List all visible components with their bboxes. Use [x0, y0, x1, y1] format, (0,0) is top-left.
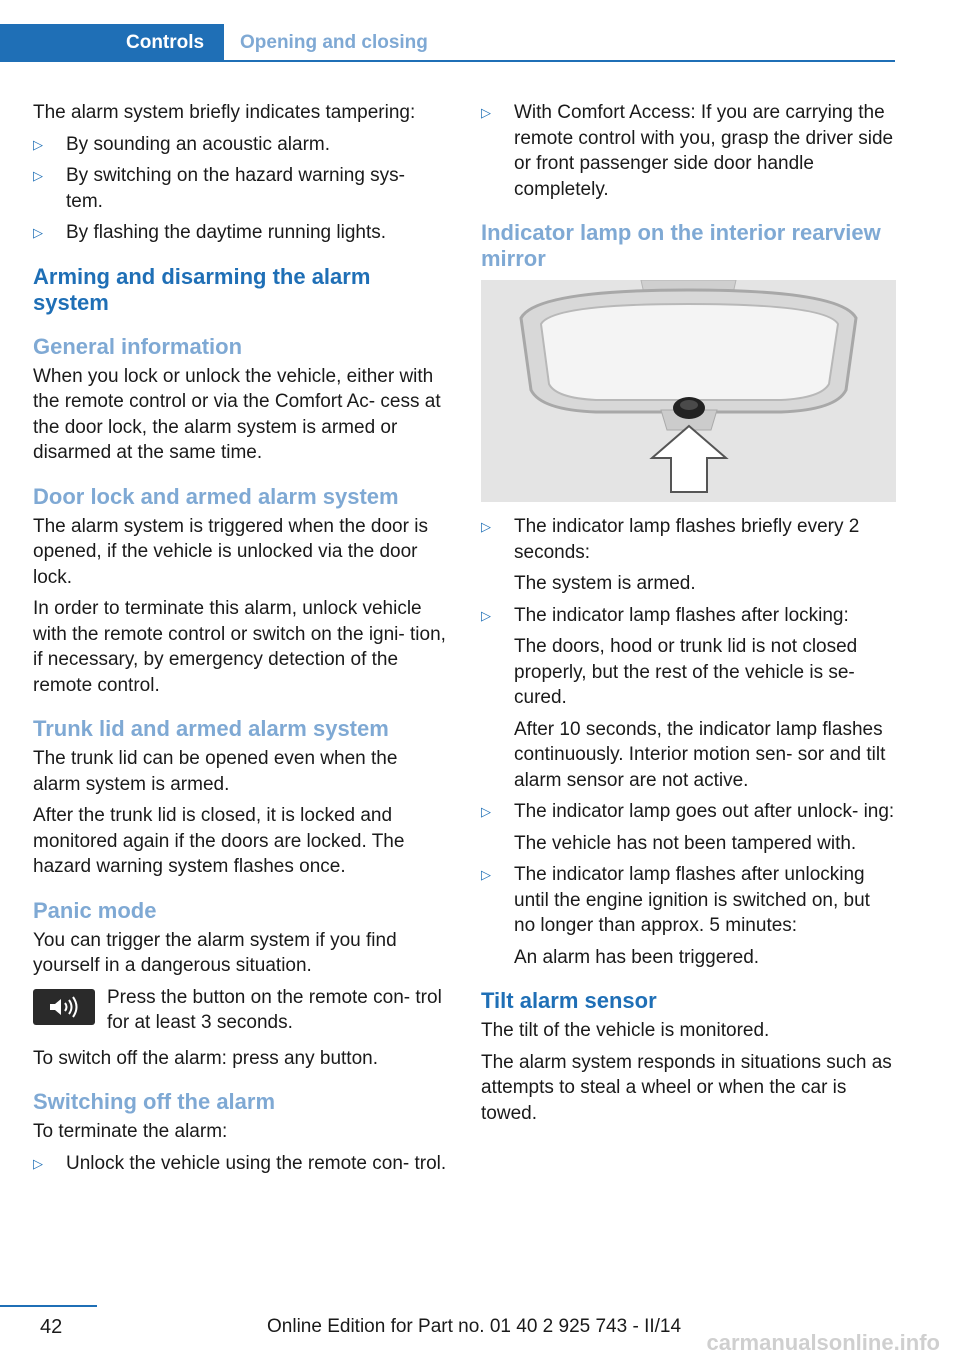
tilt-text-1: The tilt of the vehicle is monitored. [481, 1020, 770, 1041]
intro-text: The alarm system briefly indicates tampering: [33, 102, 416, 123]
panic-button-note: Press the button on the remote con‐ trol for at least 3 seconds. [33, 985, 447, 1036]
door-text-2: In order to terminate this alarm, unlock vehicle with the remote control or switch on the igni‐ tion, if necessary, by emergency detection of the remote control. [33, 598, 446, 696]
heading-switch-off: Switching off the alarm [33, 1089, 276, 1114]
tilt-text-2: The alarm system responds in situations such as attempts to steal a wheel or when the car is towed. [481, 1051, 892, 1124]
list-item: ▷ With Comfort Access: If you are carrying the remote control with you, grasp the driver side or front passenger side door handle completely. [481, 102, 894, 200]
bullet-triangle-icon: ▷ [481, 607, 491, 623]
bullet-triangle-icon: ▷ [33, 136, 43, 152]
bullet-triangle-icon: ▷ [481, 519, 491, 534]
list-item: ▷ The indicator lamp flashes after locking: The doors, hood or trunk lid is not closed properly, but the rest of the vehicle is se‐ cured. After 10 seconds, the indicator lamp flashes continuously. Interior motion sen‐ sor and tilt alarm sensor are not active. [481, 604, 886, 791]
heading-tilt-sensor: Tilt alarm sensor [481, 988, 657, 1013]
bullet-triangle-icon: ▷ [481, 804, 491, 819]
bullet-triangle-icon: ▷ [481, 867, 491, 882]
watermark: carmanualsonline.info [706, 1330, 940, 1355]
bullet-triangle-icon: ▷ [481, 105, 491, 120]
header-section-title: Opening and closing [240, 32, 428, 53]
header-rule [0, 60, 895, 62]
general-text: When you lock or unlock the vehicle, either with the remote control or via the Comfort Ac‐ cess at the door lock, the alarm system is armed or disarmed at the same time. [33, 365, 441, 463]
heading-trunk: Trunk lid and armed alarm system [33, 716, 389, 741]
heading-arming: Arming and disarming the alarm system [33, 263, 371, 315]
header-tab-controls: Controls [0, 24, 224, 62]
panic-button-icon [33, 989, 95, 1025]
bullet-triangle-icon: ▷ [33, 225, 43, 240]
switch-text: To terminate the alarm: [33, 1121, 228, 1142]
list-item: ▷ The indicator lamp flashes briefly every 2 seconds: The system is armed. [481, 516, 860, 594]
online-edition-note: Online Edition for Part no. 01 40 2 925 743 - II/14 [267, 1316, 682, 1337]
panic-text-1: You can trigger the alarm system if you find yourself in a dangerous situation. [33, 929, 397, 976]
heading-general: General information [33, 333, 243, 359]
door-text-1: The alarm system is triggered when the door is opened, if the vehicle is unlocked via the door lock. [33, 515, 428, 588]
heading-panic: Panic mode [33, 897, 157, 923]
heading-door-lock: Door lock and armed alarm system [33, 483, 399, 509]
list-item: ▷ By sounding an acoustic alarm. [33, 132, 447, 158]
page-number: 42 [40, 1316, 63, 1338]
bullet-triangle-icon: ▷ [33, 1155, 43, 1171]
panic-text-2: To switch off the alarm: press any button. [33, 1047, 378, 1069]
trunk-text-2: After the trunk lid is closed, it is locked and monitored again if the doors are locked. The hazard warning system flashes once. [33, 805, 405, 877]
left-column [33, 100, 447, 1182]
list-item: ▷ The indicator lamp flashes after unlocking until the engine ignition is switched on, but no longer than approx. 5 minutes: An alarm has been triggered. [481, 864, 870, 968]
list-item: ▷ Unlock the vehicle using the remote con‐ trol. [33, 1151, 447, 1177]
footer-rule [0, 1305, 97, 1307]
list-item: ▷ The indicator lamp goes out after unlock‐ ing: The vehicle has not been tampered with. [481, 801, 895, 854]
rearview-mirror-illustration [481, 280, 896, 502]
heading-indicator-lamp: Indicator lamp on the interior rearview mirror [481, 220, 881, 271]
bullet-triangle-icon: ▷ [33, 168, 43, 183]
right-column [481, 100, 895, 1132]
page-header [0, 0, 960, 64]
list-item: ▷ By switching on the hazard warning sys‐ tem. [33, 165, 405, 212]
list-item: ▷ By flashing the daytime running lights. [33, 220, 447, 246]
trunk-text-1: The trunk lid can be opened even when the alarm system is armed. [33, 748, 398, 795]
